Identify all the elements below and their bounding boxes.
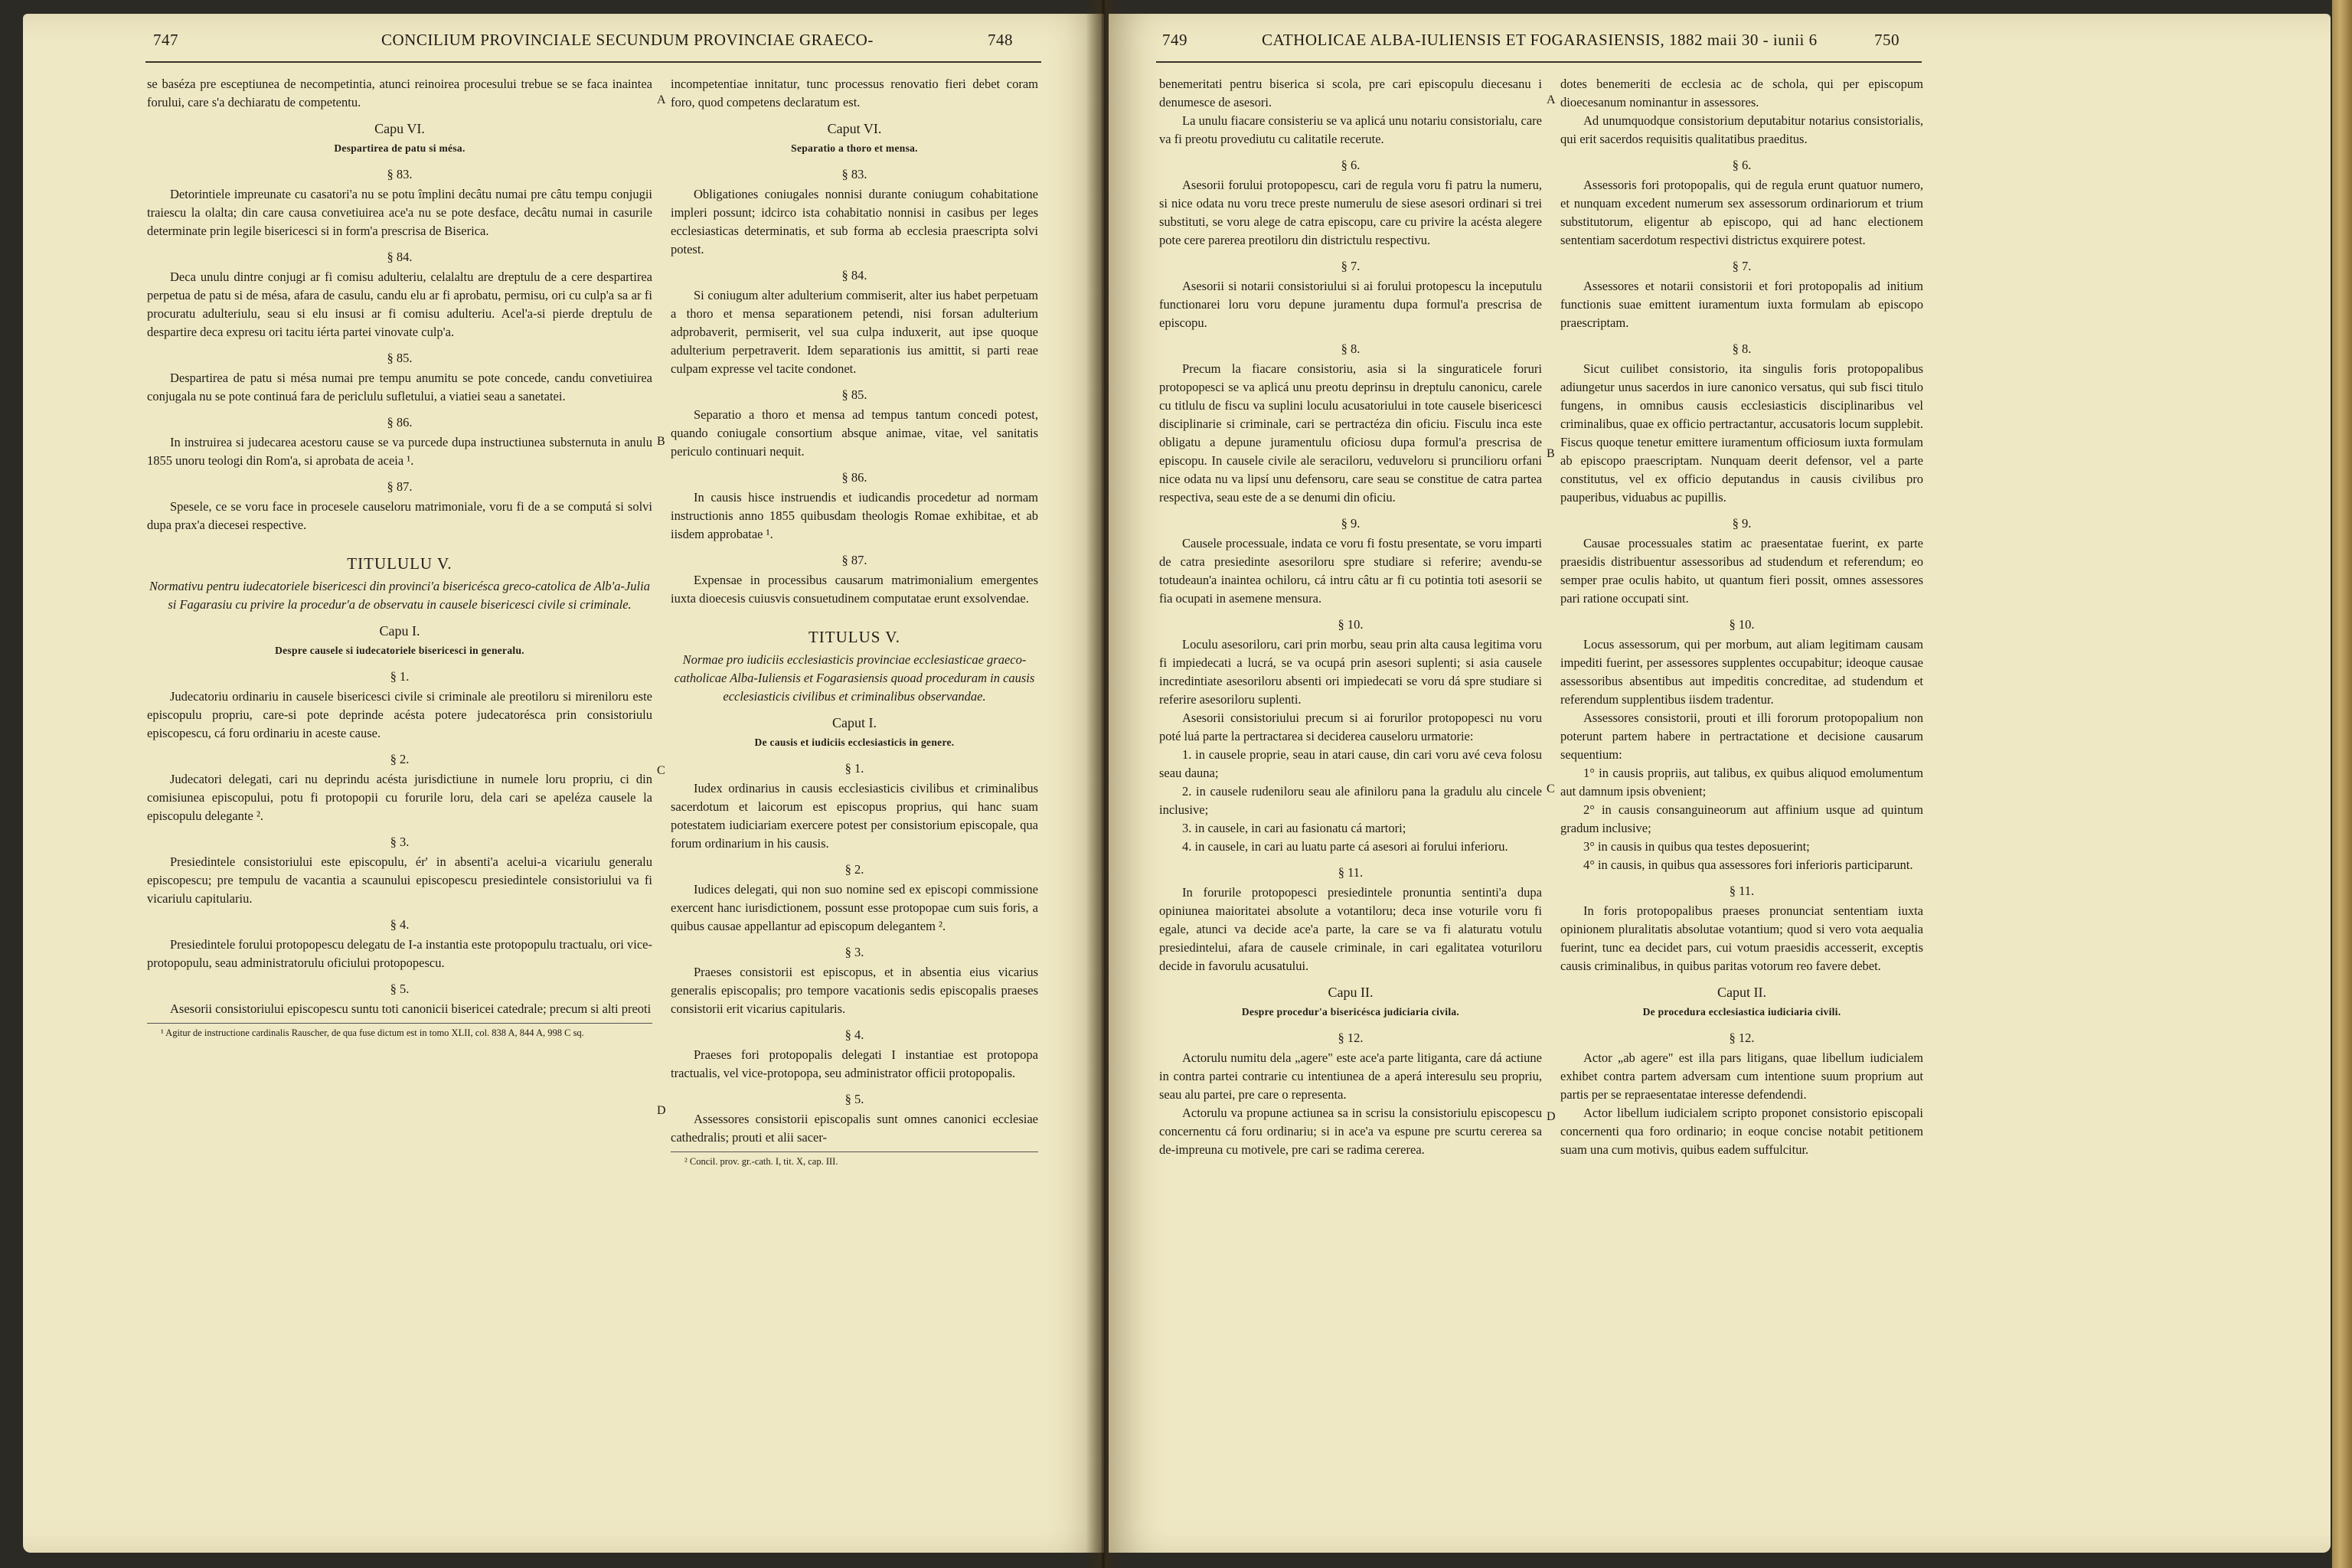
paragraph: Obligationes coniugales nonnisi durante coniugum cohabitatione impleri possunt; idcirco ista cohabitatio nonnisi in casibus per leges ecclesiasticas determinatis, et sub forma ab ecclesia praescripta solvi potest. xyxy=(671,187,1038,256)
list-item: 1° in causis propriis, aut talibus, ex quibus aliquod emolumentum aut damnum ipsis obvenient; xyxy=(1560,766,1923,799)
section-number: § 7. xyxy=(1732,259,1752,273)
chapter-title: Capu VI. xyxy=(374,121,425,136)
margin-marker: D xyxy=(1547,1110,1556,1123)
section-number: § 85. xyxy=(841,387,867,402)
section-number: § 86. xyxy=(387,415,413,430)
section-number: § 2. xyxy=(844,862,864,877)
paragraph: Actor „ab agere" est illa pars litigans, quae libellum iudicialem exhibet contra partem adversam cum intentione suum proprium aut partis per se repraesentatae interesse defendendi. xyxy=(1560,1050,1923,1102)
paragraph: Asesorii forului protopopescu, cari de regula voru fi patru la numeru, si nice odata nu voru trece preste numerulu de siese asesori ordinari si trei substituti, se voru alege de catra episcopu, care cu privire la acésta alegere pote cere parerea preotiloru din districtulu respectivu. xyxy=(1159,178,1542,247)
section-number: § 9. xyxy=(1732,516,1752,531)
book-edge xyxy=(2332,0,2352,1568)
paragraph: Praeses consistorii est episcopus, et in absentia eius vicarius generalis episcopalis; pro tempore vacationis sedis episcopalis praeses consistorii erit vicarius capitularis. xyxy=(671,965,1038,1016)
title-description: Normativu pentru iudecatoriele bisericesci din provinci'a bisericésca greco-catolica de Alb'a-Julia si Fagarasiu cu privire la procedur'a de observatu in causele bisericesci civile si criminale. xyxy=(149,579,650,612)
list-item: 3° in causis in quibus qua testes deposuerint; xyxy=(1583,839,1810,854)
paragraph: Presiedintele consistoriului este episcopulu, ér' in absenti'a acelui-a vicariulu generalu episcopescu; pre tempulu de vacantia a scaunului episcopescu presiedintele consistoriului va fi vicariulu capitulariu. xyxy=(147,854,652,906)
paragraph: Presiedintele forului protopopescu delegatu de I-a instantia este protopopulu tractualu, ori vice-protopopulu, seau administratorulu oficiului protopopescu. xyxy=(147,937,652,970)
paragraph: incompetentiae innitatur, tunc processus renovatio fieri debet coram foro, quod competens declaratum est. xyxy=(671,77,1038,109)
section-number: § 8. xyxy=(1732,341,1752,356)
paragraph: Deca unulu dintre conjugi ar fi comisu adulteriu, celalaltu are dreptulu de a cere despartirea perpetua de patu si de mésa, afara de casulu, candu elu ar fi aprobatu, permisu, ori cu culp'a sa ar fi procuratu adulteriulu, seau si elu insusi ar fi comisu adulteriu. Acel'a-si pierde dreptulu de despartire deca expresu ori tacitu iérta partei vinovate culp'a. xyxy=(147,270,652,339)
latin-column xyxy=(1560,75,1923,1159)
paragraph: se baséza pre esceptiunea de necompetintia, atunci reinoirea procesului trebue se se faca inaintea forului, care s'a dechiaratu de competentu. xyxy=(147,77,652,109)
section-number: § 5. xyxy=(390,982,410,996)
romanian-column xyxy=(1159,75,1542,1159)
paragraph: Causae processuales statim ac praesentatae fuerint, ex parte praesidis distribuentur assessoribus ad studendum et referendum; eo semper prae oculis habito, ut quantum fieri possit, omnes assessores pari ratione occupati sint. xyxy=(1560,536,1923,606)
paragraph: Actor libellum iudicialem scripto proponet consistorio episcopali concernenti qua foro ordinario; in eoque concise notabit petitionem suam una cum motivis, quibus eadem suffulcitur. xyxy=(1560,1106,1923,1157)
paragraph: In instruirea si judecarea acestoru cause se va purcede dupa instructiunea substernuta in anulu 1855 unoru teologi din Rom'a, si aprobata de aceia ¹. xyxy=(147,435,652,468)
section-number: § 2. xyxy=(390,752,410,766)
margin-marker: B xyxy=(657,435,665,448)
paragraph: Despartirea de patu si mésa numai pre tempu anumitu se pote concede, candu convetiuirea conjugala nu se pote continuá fara de periclulu sufletului, a viatiei seau a sanetatei. xyxy=(147,371,652,403)
paragraph: Separatio a thoro et mensa ad tempus tantum concedi potest, quando coniugale consortium absque animae, vitae, vel sanitatis periculo continuari nequit. xyxy=(671,407,1038,459)
section-number: § 11. xyxy=(1338,865,1364,880)
paragraph: Praeses fori protopopalis delegati I instantiae est protopopa tractualis, vel vice-protopopa, seu administrator officii protopopalis. xyxy=(671,1047,1038,1080)
paragraph: Asesorii consistoriului episcopescu suntu toti canonicii bisericei catedrale; precum si alti preoti xyxy=(170,1001,652,1016)
section-number: § 86. xyxy=(841,470,867,485)
section-number: § 1. xyxy=(390,669,410,684)
section-number: § 85. xyxy=(387,351,413,365)
chapter-subtitle: Despre causele si iudecatoriele bisericesci in generalu. xyxy=(275,645,524,656)
section-number: § 83. xyxy=(841,167,867,181)
paragraph: Assessoris fori protopopalis, qui de regula erunt quatuor numero, et nunquam excedent numerum sex assessorum ordinariorum et trium substitutorum, eligentur ab episcopo, qui ad hanc electionem sententiam sacerdotum respectivi districtus exquirere potest. xyxy=(1560,178,1923,247)
section-number: § 6. xyxy=(1732,158,1752,172)
section-number: § 12. xyxy=(1729,1031,1755,1045)
paragraph: benemeritati pentru biserica si scola, pre cari episcopulu diecesanu i denumesce de asesori. xyxy=(1159,77,1542,109)
paragraph: Detorintiele impreunate cu casatori'a nu se potu împlini decâtu numai pre câtu tempu conjugii traiescu la olalta; din care causa convetiuirea ace'a nu se pote desface, decâtu numai in casurile determinate prin legile bisericesci si in form'a prescrisa de Biserica. xyxy=(147,187,652,238)
section-number: § 4. xyxy=(844,1027,864,1042)
chapter-title: Caput VI. xyxy=(827,121,882,136)
paragraph: Precum la fiacare consistoriu, asia si la singuraticele foruri protopopesci se va aplicá unu preotu deprinsu in dreptulu canonicu, carele cu titlulu de fiscu va suplini loculu acusatoriului in tote causele bisericesci disciplinarie si criminale, cari se pertractéza din oficiu. Fisculu inca este obligatu a depune juramentulu oficiosu dupa formul'a prescrisa de episcopu. In causele civile ale seraciloru, veduveloru si pruncilioru orfani nice odata nu va lipsí unu defensoru, care seau se constitue de catra partea respectiva, seau este de a se denumi din oficiu. xyxy=(1159,361,1542,505)
paragraph: Actorulu numitu dela „agere" este ace'a parte litiganta, care dá actiune in contra partei contrarie cu intentiunea de a aperá interesulu seu propriu, seau alu partei, pre care o representa. xyxy=(1159,1050,1542,1102)
chapter-subtitle: Despre procedur'a bisericésca judiciaria civila. xyxy=(1241,1006,1460,1018)
footnote: ² Concil. prov. gr.-cath. I, tit. X, cap. III. xyxy=(671,1152,1038,1168)
paragraph: In causis hisce instruendis et iudicandis procedetur ad normam instructionis anno 1855 quibusdam theologis Romae exhibitae, et ab iisdem approbatae ¹. xyxy=(671,490,1038,541)
paragraph: In foris protopopalibus praeses pronunciat sententiam iuxta opinionem pluralitatis absolutae votantium; quod si vero vota aequalia fuerint, tunc ea decidet pars, cui votum praesidis accesserit, exceptis causis criminalibus, in quibus paritas votorum reo favere debet. xyxy=(1560,903,1923,973)
chapter-title: Caput II. xyxy=(1717,985,1766,1000)
latin-column xyxy=(671,75,1038,1168)
paragraph: Si coniugum alter adulterium commiserit, alter ius habet perpetuam a thoro et mensa separationem petendi, nisi forsan adulterium adprobaverit, permiserit, vel sua culpa induxerit, aut ipse quoque adulterium perpetraverit. Idem separationis ius amittit, si parti reae culpam expresse vel tacite condonet. xyxy=(671,288,1038,376)
list-item: 3. in causele, in cari au fasionatu cá martori; xyxy=(1182,821,1406,835)
paragraph: Spesele, ce se voru face in procesele causeloru matrimoniale, voru fi de a se computá si solvi dupa prax'a diecesei respective. xyxy=(147,499,652,532)
chapter-subtitle: Separatio a thoro et mensa. xyxy=(791,142,918,154)
section-number: § 9. xyxy=(1341,516,1361,531)
margin-marker: C xyxy=(657,764,665,777)
section-number: § 83. xyxy=(387,167,413,181)
paragraph: In forurile protopopesci presiedintele pronuntia sentinti'a dupa opiniunea maioritatei absolute a votantiloru; deca inse voturile voru fi egale, atunci va decide ace'a parte, la care se va fi alaturatu votulu presiedintelui, afara de causele criminale, in cari egalitatea voturiloru decide in favorulu acusatului. xyxy=(1159,885,1542,973)
paragraph: Assessores et notarii consistorii et fori protopopalis ad initium functionis suae emittent iuramentum iuxta formulam ab episcopo praescriptam. xyxy=(1560,279,1923,330)
paragraph: Iudex ordinarius in causis ecclesiasticis civilibus et criminalibus sacerdotum et laicorum est episcopus proprius, qui hanc suam potestatem iudiciariam exercere potest per consistorium episcopale, qua forum ordinarium in his causis. xyxy=(671,781,1038,851)
section-number: § 1. xyxy=(844,761,864,776)
paragraph: Iudices delegati, qui non suo nomine sed ex episcopi commissione exercent hanc iurisdictionem, possunt esse protopopae cum suis foris, a quibus causae appellantur ad episcopum delegantem ². xyxy=(671,882,1038,933)
margin-marker: C xyxy=(1547,782,1555,795)
paragraph: Judecatori delegati, cari nu deprindu acésta jurisdictiune in numele loru propriu, ci din comisiunea episcopului, potu fi protopopii cu forurile loru, dela cari se apeléza causele la episcopulu delegante ². xyxy=(147,772,652,823)
section-number: § 84. xyxy=(387,250,413,264)
paragraph: Expensae in processibus causarum matrimonialium emergentes iuxta dioecesis cuiusvis consuetudinem computatae erunt exsolvendae. xyxy=(671,573,1038,606)
paragraph: Actorulu va propune actiunea sa in scrisu la consistoriulu episcopescu concernentu cá foru ordinariu; si in ace'a va espune pre scurtu cererea sa de-impreuna cu motivele, pre cari se radima cererea. xyxy=(1159,1106,1542,1157)
list-item: 2. in causele rudeniloru seau ale afiniloru pana la gradulu alu cincele inclusive; xyxy=(1159,784,1542,817)
section-number: § 12. xyxy=(1338,1031,1364,1045)
section-number: § 84. xyxy=(841,268,867,283)
title-description: Normae pro iudiciis ecclesiasticis provinciae ecclesiasticae graeco-catholicae Alba-Iuliensis et Fogarasiensis quoad proceduram in causis ecclesiasticis civilibus et criminalibus observandae. xyxy=(674,652,1035,704)
paragraph: Locus assessorum, qui per morbum, aut aliam legitimam causam impediti fuerint, per assessores supplentes occupabitur; ideoque causae assessoribus absentibus aut impeditis concreditae, ad studendum et referendum supplentibus iisdem tradentur. xyxy=(1560,637,1923,707)
paragraph: Sicut cuilibet consistorio, ita singulis foris protopopalibus adiungetur unus sacerdos in iure canonico versatus, qui sub fisci titulo fungens, in omnibus causis ecclesiasticis disciplinaribus vel criminalibus, quae ex officio pertractantur, accusatoris locum supplebit. Fiscus quoque tenetur emittere iuramentum officiosum iuxta formulam ab episcopo praescriptam. Nunquam deerit defensor, vel a parte constitutus, vel ex officio deputandus in causis civilibus pro pauperibus, viduabus ac pupillis. xyxy=(1560,361,1923,505)
list-item: 4° in causis, in quibus qua assessores fori inferioris participarunt. xyxy=(1583,858,1913,872)
page-number-left: 749 xyxy=(1162,31,1187,49)
right-page xyxy=(1109,14,2331,1553)
section-number: § 11. xyxy=(1729,884,1755,898)
chapter-subtitle: Despartirea de patu si mésa. xyxy=(334,142,466,154)
paragraph: dotes benemeriti de ecclesia ac de schola, qui per episcopum dioecesanum nominantur in assessores. xyxy=(1560,77,1923,109)
title-heading: TITULUS V. xyxy=(808,628,901,646)
section-number: § 7. xyxy=(1341,259,1361,273)
paragraph: Asesorii consistoriului precum si ai forurilor protopopesci nu voru poté luá parte la pertractarea si deciderea causeloru urmatorie: xyxy=(1159,710,1542,743)
paragraph: Assessores consistorii, prouti et illi fororum protopopalium non poterunt partem habere in pertractatione et decisione causarum sequentium: xyxy=(1560,710,1923,762)
running-header: CATHOLICAE ALBA-IULIENSIS ET FOGARASIENSIS, 1882 maii 30 - iunii 6 xyxy=(1262,31,1818,49)
section-number: § 10. xyxy=(1338,617,1364,632)
paragraph: Loculu asesoriloru, cari prin morbu, seau prin alta causa legitima voru fi impiedecati a lucrá, se va ocupá prin asesori suplenti; si asia causele incredintiate asesoriloru absenti ori impiedecati se voru dá spre studiare si referire asesoriloru suplenti. xyxy=(1159,637,1542,707)
romanian-column xyxy=(147,75,652,1040)
margin-marker: B xyxy=(1547,447,1555,460)
chapter-title: Capu I. xyxy=(379,623,420,639)
footnote: ¹ Agitur de instructione cardinalis Rauscher, de qua fuse dictum est in tomo XLII, col. 838 A, 844 A, 998 C sq. xyxy=(147,1023,652,1040)
list-item: 1. in causele proprie, seau in atari cause, din cari voru avé ceva folosu seau dauna; xyxy=(1159,747,1542,780)
margin-marker: A xyxy=(657,93,666,106)
section-number: § 3. xyxy=(390,835,410,849)
chapter-title: Capu II. xyxy=(1328,985,1374,1000)
paragraph: Causele processuale, indata ce voru fi fostu presentate, se voru imparti de catra presiedinte asesoriloru spre studiare si referire; avendu-se totudeaun'a inaintea ochiloru, cá intru câtu ar fi cu potintia toti asesorii se fia ocupati in asemene mensura. xyxy=(1159,536,1542,606)
chapter-title: Caput I. xyxy=(832,715,877,730)
running-header: CONCILIUM PROVINCIALE SECUNDUM PROVINCIAE GRAECO- xyxy=(381,31,874,49)
page-number-right: 748 xyxy=(988,31,1013,49)
chapter-subtitle: De causis et iudiciis ecclesiasticis in genere. xyxy=(754,737,955,748)
margin-marker: D xyxy=(657,1104,666,1117)
section-number: § 10. xyxy=(1729,617,1755,632)
margin-marker: A xyxy=(1547,93,1556,106)
section-number: § 6. xyxy=(1341,158,1361,172)
section-number: § 3. xyxy=(844,945,864,959)
header-rule xyxy=(1156,61,1922,63)
page-number-right: 750 xyxy=(1874,31,1900,49)
paragraph: La unulu fiacare consisteriu se va aplicá unu notariu consistorialu, care va fi preotu provediutu cu calitatile recerute. xyxy=(1159,113,1542,146)
left-page xyxy=(23,14,1104,1553)
paragraph: Judecatoriu ordinariu in causele bisericesci civile si criminale ale preotiloru si mireniloru este episcopulu propriu, care-si pote deprinde acésta potere judecatorésca prin consistoriulu episcopescu, cá foru ordinariu in aceste cause. xyxy=(147,689,652,740)
page-number-left: 747 xyxy=(153,31,178,49)
paragraph: Ad unumquodque consistorium deputabitur notarius consistorialis, qui erit sacerdos requisitis qualitatibus praeditus. xyxy=(1560,113,1923,146)
section-number: § 8. xyxy=(1341,341,1361,356)
chapter-subtitle: De procedura ecclesiastica iudiciaria civili. xyxy=(1642,1006,1841,1018)
header-rule xyxy=(145,61,1041,63)
section-number: § 87. xyxy=(387,479,413,494)
paragraph: Assessores consistorii episcopalis sunt omnes canonici ecclesiae cathedralis; prouti et alii sacer- xyxy=(671,1112,1038,1145)
title-heading: TITULULU V. xyxy=(347,554,452,573)
list-item: 2° in causis consanguineorum aut affinium usque ad quintum gradum inclusive; xyxy=(1560,802,1923,835)
section-number: § 5. xyxy=(844,1092,864,1106)
section-number: § 4. xyxy=(390,917,410,932)
paragraph: Asesorii si notarii consistoriului si ai forului protopescu la inceputulu functionarei loru voru depune juramentu dupa formul'a prescrisa de episcopu. xyxy=(1159,279,1542,330)
list-item: 4. in causele, in cari au luatu parte cá asesori ai forului inferioru. xyxy=(1182,839,1508,854)
section-number: § 87. xyxy=(841,553,867,567)
